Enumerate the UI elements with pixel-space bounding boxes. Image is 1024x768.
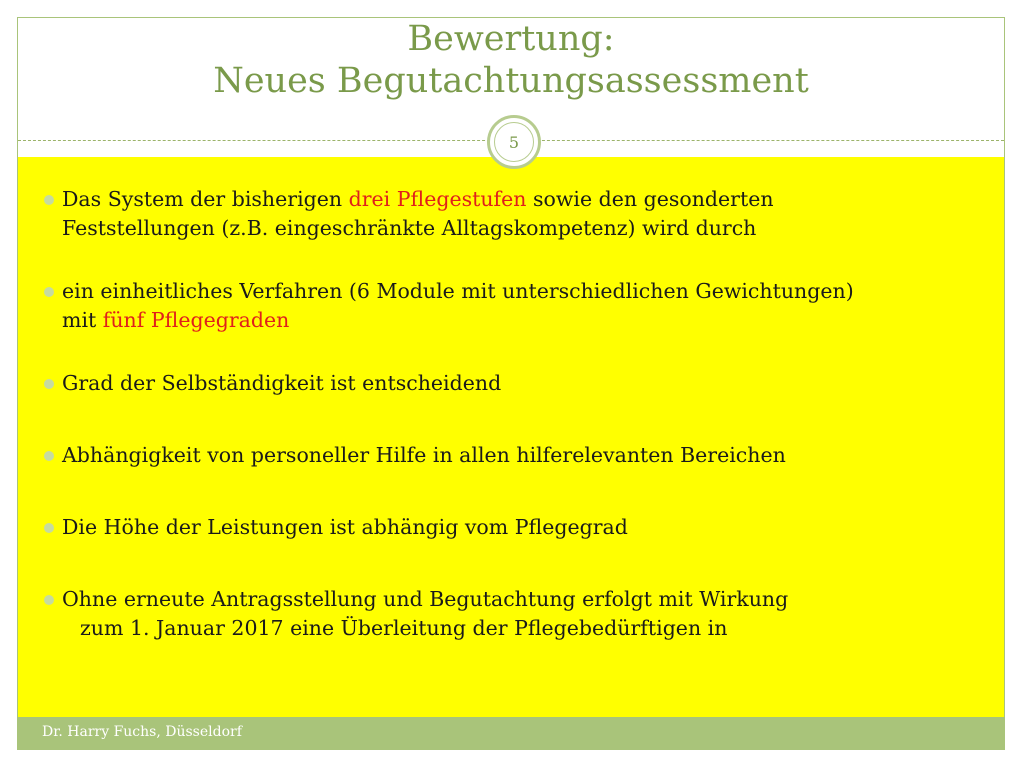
slide-title	[18, 18, 1004, 102]
bullet-item-1	[44, 185, 974, 243]
bullet-2-line-1: ein einheitliches Verfahren (6 Module mit unterschiedlichen Gewichtungen)	[62, 279, 854, 303]
bullet-list	[44, 185, 974, 643]
bullet-1-line-2: Feststellungen (z.B. eingeschränkte Alltagskompetenz) wird durch	[62, 216, 757, 240]
bullet-5-text: Die Höhe der Leistungen ist abhängig vom Pflegegrad	[62, 515, 628, 539]
bullet-item-3	[44, 369, 974, 398]
footer-author: Dr. Harry Fuchs, Düsseldorf	[42, 724, 242, 740]
bullet-item-5	[44, 513, 974, 542]
bullet-6-line-1: Ohne erneute Antragsstellung und Begutachtung erfolgt mit Wirkung	[62, 587, 789, 611]
bullet-3-text: Grad der Selbständigkeit ist entscheidend	[62, 371, 502, 395]
title-line-2: Neues Begutachtungsassessment	[213, 61, 809, 101]
bullet-2-highlight: fünf Pflegegraden	[102, 308, 290, 332]
bullet-item-4	[44, 441, 974, 470]
bullet-4-text: Abhängigkeit von personeller Hilfe in allen hilferelevanten Bereichen	[62, 443, 786, 467]
bullet-1-text-pre: Das System der bisherigen	[62, 187, 349, 211]
bullet-1-text-post: sowie den gesonderten	[526, 187, 774, 211]
page-number-badge	[487, 115, 541, 169]
bullet-item-6	[44, 585, 974, 643]
title-line-1: Bewertung:	[407, 19, 615, 59]
bullet-2-text-pre: mit	[62, 308, 103, 332]
page-number: 5	[494, 122, 534, 162]
bullet-item-2	[44, 277, 974, 335]
bullet-6-line-2: zum 1. Januar 2017 eine Überleitung der Pflegebedürftigen in	[80, 616, 728, 640]
bullet-1-highlight: drei Pflegestufen	[348, 187, 527, 211]
content-panel	[18, 157, 1004, 717]
